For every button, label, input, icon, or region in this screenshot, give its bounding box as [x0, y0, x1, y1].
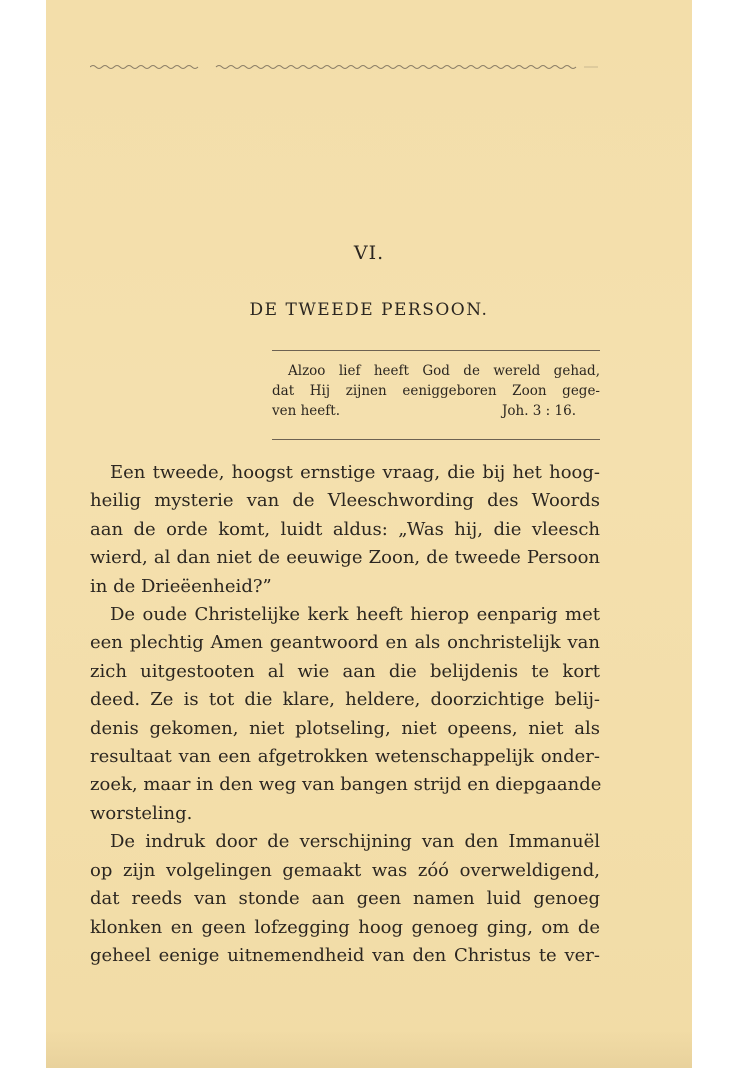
- text-line: in de Drieëenheid?”: [90, 575, 272, 597]
- epigraph-bottom-rule: [272, 439, 600, 440]
- text-line: zich uitgestooten al wie aan die belijdenis te kort: [90, 660, 600, 682]
- text-line: worsteling.: [90, 802, 193, 824]
- decorative-header-rule: [90, 60, 600, 74]
- epigraph-line: Alzoo lief heeft God de wereld gehad,: [288, 363, 600, 379]
- paragraph: [90, 601, 600, 828]
- text-line: De oude Christelijke kerk heeft hierop eenparig met: [110, 604, 600, 626]
- text-line: klonken en geen lofzegging hoog genoeg ging, om de: [90, 916, 600, 938]
- paragraph: [90, 828, 600, 970]
- chapter-title: DE TWEEDE PERSOON.: [249, 300, 489, 320]
- text-line: heilig mysterie van de Vleeschwording des Woords: [90, 490, 600, 512]
- text-line: deed. Ze is tot die klare, heldere, doorzichtige belij-: [90, 689, 600, 711]
- chapter-number: VI.: [353, 242, 385, 264]
- text-line: zoek, maar in den weg van bangen strijd en diepgaande: [90, 774, 602, 796]
- book-page: [46, 0, 692, 1068]
- epigraph-reference: Joh. 3 : 16.: [501, 403, 576, 419]
- text-line: geheel eenige uitnemendheid van den Christus te ver-: [90, 944, 600, 966]
- text-line: denis gekomen, niet plotseling, niet opeens, niet als: [90, 717, 600, 739]
- text-line: Een tweede, hoogst ernstige vraag, die bij het hoog-: [110, 462, 600, 483]
- text-line: dat reeds van stonde aan geen namen luid genoeg: [90, 888, 600, 910]
- epigraph-line: ven heeft.: [272, 403, 340, 419]
- text-line: aan de orde komt, luidt aldus: „Was hij, die vleesch: [90, 518, 600, 540]
- epigraph-top-rule: [272, 350, 600, 351]
- page-edge-shadow: [46, 1028, 692, 1068]
- text-line: op zijn volgelingen gemaakt was zóó overweldigend,: [90, 859, 600, 881]
- epigraph-last-line: [272, 401, 600, 421]
- text-line: wierd, al dan niet de eeuwige Zoon, de tweede Persoon: [90, 547, 600, 569]
- text-line: resultaat van een afgetrokken wetenschappelijk onder-: [90, 746, 600, 768]
- epigraph-line: dat Hij zijnen eeniggeboren Zoon gege-: [272, 383, 600, 399]
- paragraph: [90, 459, 600, 601]
- text-line: De indruk door de verschijning van den Immanuël: [110, 831, 600, 853]
- text-line: een plechtig Amen geantwoord en als onchristelijk van: [90, 632, 600, 654]
- wavy-rule-icon: [90, 60, 600, 74]
- epigraph: [272, 361, 600, 421]
- body-text: [90, 459, 600, 970]
